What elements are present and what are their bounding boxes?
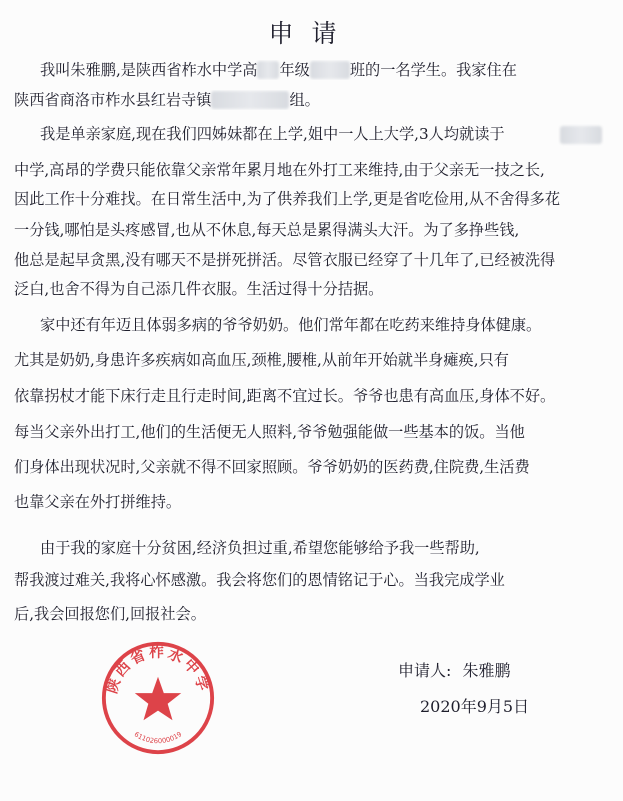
star-icon [135, 677, 181, 721]
letter-line: 中学,高昂的学费只能依靠父亲常年累月地在外打工来维持,由于父亲无一技之长, [14, 161, 545, 179]
letter-line: 帮我渡过难关,我将心怀感激。我会将您们的恩情铭记于心。当我完成学业 [14, 571, 505, 589]
letter-text: 我是单亲家庭,现在我们四姊妹都在上学,姐中一人上大学,3人均就读于 [40, 125, 505, 143]
letter-line: 每当父亲外出打工,他们的生活便无人照料,爷爷勉强能做一些基本的饭。当他 [14, 423, 525, 441]
signature-label: 申请人: [398, 661, 452, 680]
redacted-mark [310, 61, 350, 79]
signature-block [398, 658, 511, 681]
letter-line: 家中还有年迈且体弱多病的爷爷奶奶。他们常年都在吃药来维持身体健康。 [40, 316, 542, 334]
letter-line: 依靠拐杖才能下床行走且行走时间,距离不宜过长。爷爷也患有高血压,身体不好。 [14, 387, 556, 405]
letter-line: 们身体出现状况时,父亲就不得不回家照顾。爷爷奶奶的医药费,住院费,生活费 [14, 458, 530, 476]
letter-line: 也靠父亲在外打拼维持。 [14, 493, 182, 511]
letter-text: 班的一名学生。我家住在 [349, 61, 517, 79]
redacted-mark [211, 91, 289, 109]
letter-line: 后,我会回报您们,回报社会。 [14, 605, 206, 623]
letter-line: 泛白,也舍不得为自己添几件衣服。生活过得十分拮据。 [14, 280, 384, 298]
letter-line: 由于我的家庭十分贫困,经济负担过重,希望您能够给予我一些帮助, [40, 539, 480, 557]
signature-date: 2020年9月5日 [420, 697, 530, 716]
letter-line: 因此工作十分难找。在日常生活中,为了供养我们上学,更是省吃俭用,从不舍得多花 [14, 190, 561, 208]
signature-name: 朱雅鹏 [462, 661, 511, 680]
letter-line [14, 90, 614, 110]
redacted-mark [560, 126, 602, 144]
seal-serial: 611026000019 [132, 730, 184, 746]
seal-text: 陕西省柞水中学 [103, 644, 213, 696]
letter-text: 我叫朱雅鹏,是陕西省柞水中学高 [40, 61, 258, 79]
letter-line: 一分钱,哪怕是头疼感冒,也从不休息,每天总是累得满头大汗。为了多挣些钱, [14, 221, 520, 239]
letter-text: 组。 [289, 91, 320, 109]
letter-text: 年级 [279, 61, 310, 79]
letter-line: 尤其是奶奶,身患许多疾病如高血压,颈椎,腰椎,从前年开始就半身瘫痪,只有 [14, 351, 509, 369]
letter-line [40, 124, 580, 144]
letter-text: 陕西省商洛市柞水县红岩寺镇 [14, 91, 212, 109]
document-title: 申请 [268, 19, 355, 48]
letter-line [40, 60, 623, 80]
redacted-mark [257, 61, 279, 79]
school-seal [100, 640, 216, 756]
letter-line: 他总是起早贪黑,没有哪天不是拼死拼活。尽管衣服已经穿了十几年了,已经被洗得 [14, 251, 556, 269]
